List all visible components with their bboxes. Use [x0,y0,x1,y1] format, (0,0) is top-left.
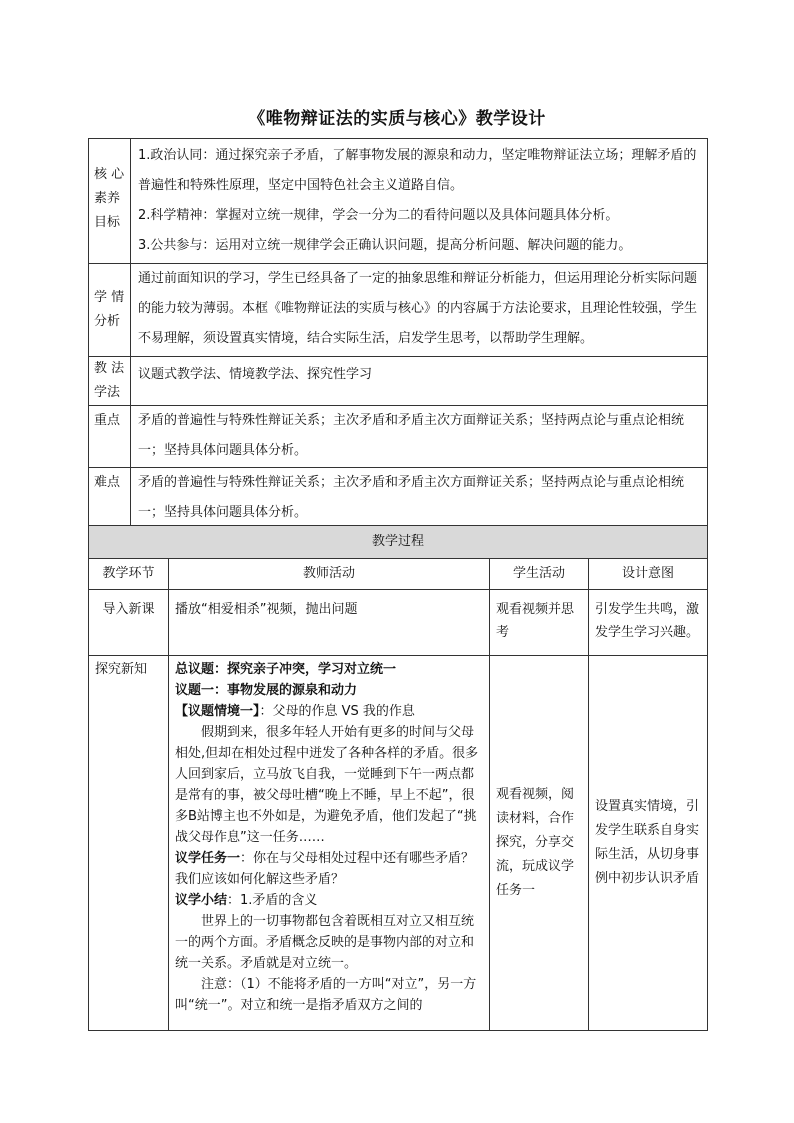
main-topic: 总议题：探究亲子冲突，学习对立统一 [175,662,397,677]
student-cell: 观看视频并思考 [490,590,589,656]
core-item: 1.政治认同：通过探究亲子矛盾，了解事物发展的源泉和动力，坚定唯物辩证法立场；理解矛盾的普遍性和特殊性原理，坚定中国特色社会主义道路自信。 [138,148,697,193]
col-stage: 教学环节 [89,559,169,590]
process-table [88,525,708,1031]
scene-text: 假期到来，很多年轻人开始有更多的时间与父母相处,但却在相处过程中迸发了各种各样的矛盾。很多人回到家后，立马放飞自我，一觉睡到下午一两点都是常有的事，被父母吐槽“晚上不睡，早上不起”，很多B站博主也不外如是，为避免矛盾，他们发起了“挑战父母作息”这一任务…… [175,725,479,845]
scene-heading [175,701,483,722]
col-student: 学生活动 [490,559,589,590]
core-item: 2.科学精神：掌握对立统一规律，学会一分为二的看待问题以及具体问题具体分析。 [138,208,619,223]
table-row [89,590,708,656]
core-row [89,139,708,264]
key-text: 矛盾的普遍性与特殊性辩证关系；主次矛盾和矛盾主次方面辩证关系；坚持两点论与重点论相统一；坚持具体问题具体分析。 [131,406,708,468]
summary-title: ：1.矛盾的含义 [227,893,318,908]
summary-label: 议学小结 [175,893,228,908]
core-content [131,139,708,264]
difficult-label: 难点 [89,468,131,531]
summary-heading [175,890,483,911]
student-label: 学 情 分析 [89,264,131,357]
task-one [175,848,483,890]
key-label: 重点 [89,406,131,468]
process-header: 教学过程 [89,526,708,559]
teacher-cell [169,656,490,1031]
note-text: 注意：（1）不能将矛盾的一方叫“对立”，另一方叫“统一”。对立和统一是指矛盾双方之间的 [175,977,477,1013]
core-item: 3.公共参与：运用对立统一规律学会正确认识问题，提高分析问题、解决问题的能力。 [138,238,632,253]
intent-cell: 引发学生共鸣，激发学生学习兴趣。 [589,590,708,656]
summary-text: 世界上的一切事物都包含着既相互对立又相互统一的两个方面。矛盾概念反映的是事物内部的对立和统一关系。矛盾就是对立统一。 [175,914,475,971]
scene-label: 【议题情境一】 [175,704,260,719]
column-header-row [89,559,708,590]
table-row [89,656,708,1031]
stage-cell: 导入新课 [89,590,169,656]
student-row [89,264,708,357]
task-text: ：你在与父母相处过程中还有哪些矛盾？我们应该如何化解这些矛盾？ [175,851,475,887]
method-text: 议题式教学法、情境教学法、探究性学习 [131,357,708,406]
intent-cell: 设置真实情境，引发学生联系自身实际生活，从切身事例中初步认识矛盾 [589,656,708,1031]
student-text: 通过前面知识的学习，学生已经具备了一定的抽象思维和辩证分析能力，但运用理论分析实际问题的能力较为薄弱。本框《唯物辩证法的实质与核心》的内容属于方法论要求，且理论性较强，学生不易理解，须设置真实情境，结合实际生活，启发学生思考，以帮助学生理解。 [131,264,708,357]
teacher-cell: 播放“相爱相杀”视频，抛出问题 [169,590,490,656]
student-cell: 观看视频，阅读材料，合作探究，分享交流，玩成议学任务一 [490,656,589,1031]
topic-one: 议题一：事物发展的源泉和动力 [175,683,358,698]
method-row [89,357,708,406]
col-teacher: 教师活动 [169,559,490,590]
design-info-table [88,138,708,531]
difficult-text: 矛盾的普遍性与特殊性辩证关系；主次矛盾和矛盾主次方面辩证关系；坚持两点论与重点论相统一；坚持具体问题具体分析。 [131,468,708,531]
process-header-row [89,526,708,559]
page-title: 《唯物辩证法的实质与核心》教学设计 [248,109,546,129]
stage-cell: 探究新知 [89,656,169,1031]
col-intent: 设计意图 [589,559,708,590]
scene-title: ：父母的作息 VS 我的作息 [259,704,415,719]
key-row [89,406,708,468]
core-label: 核 心 素养 目标 [89,139,131,264]
difficult-row [89,468,708,531]
task-label: 议学任务一 [175,851,241,866]
method-label: 教 法 学法 [89,357,131,406]
